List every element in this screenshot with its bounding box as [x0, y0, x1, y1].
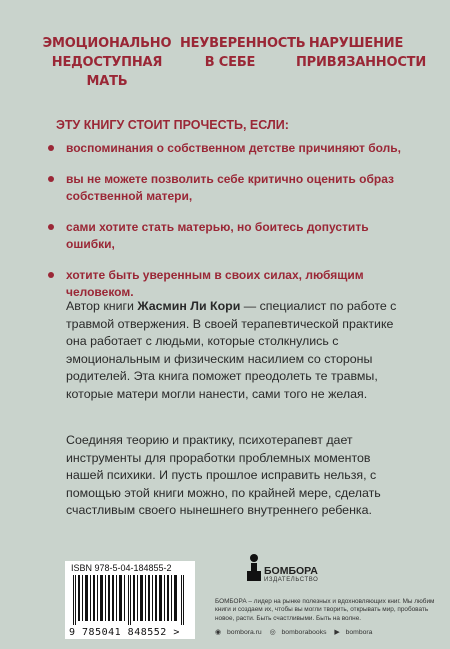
list-heading: ЭТУ КНИГУ СТОИТ ПРОЧЕСТЬ, ЕСЛИ: [56, 118, 289, 132]
tag-line: НЕУВЕРЕННОСТЬ [180, 36, 306, 51]
tag-attachment [296, 34, 427, 72]
bullet-dot-icon [48, 272, 54, 278]
publisher-name: БОМБОРА [264, 565, 318, 577]
author-paragraph [66, 298, 406, 404]
bullet-dot-icon [48, 176, 54, 182]
isbn-text: ISBN 978-5-04-184855-2 [71, 563, 172, 573]
tag-line: ЭМОЦИОНАЛЬНО [42, 36, 172, 51]
social-link[interactable]: bombora.ru [226, 629, 262, 636]
list-item [48, 267, 408, 301]
telegram-icon: ▶ [334, 629, 340, 636]
bombora-logo-icon [246, 553, 262, 583]
text-span: — специалист по работе с травмой отвержения. В своей терапевтической практике она работает с людьми, которые столкнулись с эмоциональным и физическим насилием со стороны родителей. Эта книга поможет преодолеть те травмы, которые матери могли нанести, сами того не желая. [66, 299, 397, 401]
tag-emotional [40, 34, 174, 91]
list-item-text: воспоминания о собственном детстве причиняют боль, [66, 141, 401, 155]
list-item-text: вы не можете позволить себе критично оценить образ собственной матери, [66, 172, 394, 203]
social-links [215, 628, 378, 636]
tag-line: НАРУШЕНИЕ [308, 36, 404, 51]
list-item-text: сами хотите стать матерью, но боитесь допустить ошибки, [66, 220, 369, 251]
text-span: Автор книги [66, 299, 138, 313]
barcode-number: 9 785041 848552 > [69, 627, 180, 638]
barcode-bars-icon [73, 575, 187, 625]
list-item [48, 140, 408, 157]
publisher-sub: ИЗДАТЕЛЬСТВО [264, 577, 319, 583]
list-item-text: хотите быть уверенным в своих силах, любящим человеком. [66, 268, 364, 299]
reasons-list [48, 140, 408, 315]
tag-line: В СЕБЕ [204, 55, 256, 70]
tag-insecurity [180, 34, 306, 72]
publisher-description: БОМБОРА – лидер на рынке полезных и вдохновляющих книг. Мы любим книги и создаем их, чтобы вы могли творить, открывать мир, пробовать новое, расти. Быть счастливыми. Быть на волне. [215, 598, 435, 622]
author-name: Жасмин Ли Кори [137, 299, 241, 313]
bullet-dot-icon [48, 145, 54, 151]
topic-tags [0, 34, 450, 89]
bullet-dot-icon [48, 224, 54, 230]
tag-line: ПРИВЯЗАННОСТИ [296, 55, 427, 70]
summary-paragraph: Соединяя теорию и практику, психотерапевт дает инструменты для проработки проблемных моментов нашей психики. И пусть прошлое исправить нельзя, с помощью этой книги можно, по крайней мере, сделать счастливым своего нынешнего внутреннего ребенка. [66, 433, 381, 518]
list-item [48, 171, 408, 205]
barcode [65, 561, 195, 639]
social-link[interactable]: bomborabooks [281, 629, 327, 636]
globe-icon: ◉ [215, 629, 221, 636]
list-item [48, 219, 408, 253]
social-link[interactable]: bombora [345, 629, 373, 636]
instagram-icon: ◎ [269, 629, 276, 636]
tag-line: НЕДОСТУПНАЯ МАТЬ [51, 55, 163, 89]
